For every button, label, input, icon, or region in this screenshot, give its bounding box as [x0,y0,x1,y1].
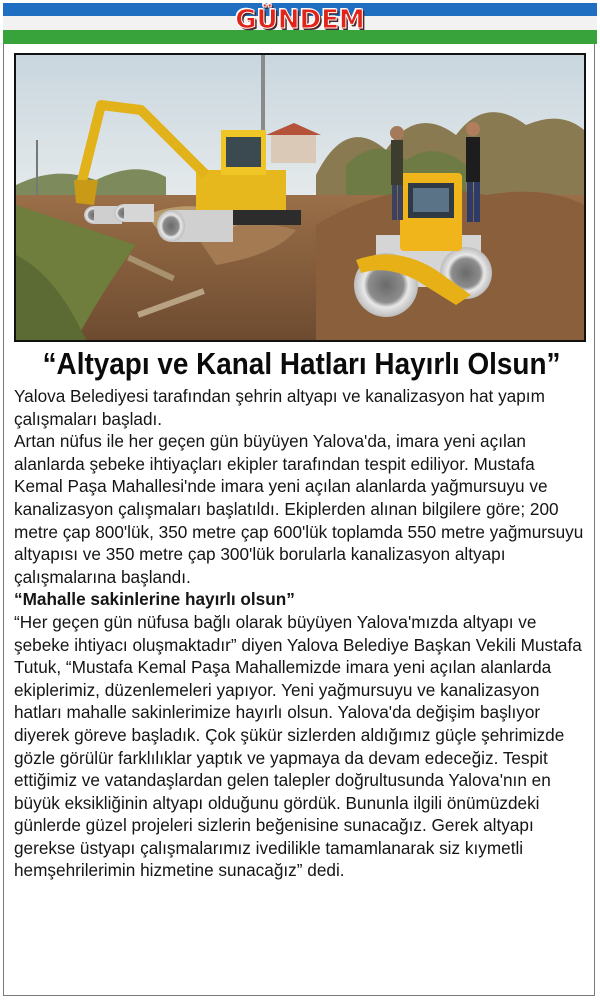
article-headline: “Altyapı ve Kanal Hatları Hayırlı Olsun” [42,346,561,381]
article-photo [14,53,586,342]
section-title: GÜNDEM [235,5,365,35]
paragraph: Artan nüfus ile her geçen gün büyüyen Yalova'da, imara yeni açılan alanlarda şebeke ihtiyaçları ekipler tarafından tespit ediliyor. Mustafa Kemal Paşa Mahallesi'nde imara yeni açılan alanlarda yağmursuyu ve kanalizasyon çalışmaları başlatıldı. Ekiplerden alınan bilgilere göre; 200 metre çap 800'lük, 350 metre çap 600'lük toplamda 550 metre yağmursuyu altyapısı ve 350 metre çap 300'lük borularla kanalizasyon altyapı çalışmalarına başlandı. [14,431,584,587]
photo-illustration [16,55,584,340]
article-body [14,385,588,882]
section-banner [0,0,600,46]
paragraph: Yalova Belediyesi tarafından şehrin altyapı ve kanalizasyon hat yapım çalışmaları başladı. [14,386,545,429]
article-subheading: “Mahalle sakinlerine hayırlı olsun” [14,589,295,610]
paragraph: “Her geçen gün nüfusa bağlı olarak büyüyen Yalova'mızda altyapı ve şebeke ihtiyacı oluşmaktadır” diyen Yalova Belediye Başkan Vekili Mustafa Tutuk, “Mustafa Kemal Paşa Mahallemizde imara yeni açılan alanlarda ekiplerimiz, düzenlemeleri yapıyor. Yeni yağmursuyu ve kanalizasyon hatları mahalle sakinlerimize hayırlı olsun. Yalova'da değişim başlıyor diyerek göreve başladık. Çok şükür sizlerden aldığımız güçle şehrimizde gözle görülür farklılıklar yaptık ve yapmaya da devam edeceğiz. Tespit ettiğimiz ve vatandaşlardan gelen talepler doğrultusunda Yalova'nın en büyük eksikliğinin altyapı olduğunu gördük. Bununla ilgili önümüzdeki günlerde güzel projeleri sizlerin beğenisine sunacağız. Gerek altyapı gerekse üstyapı çalışmalarımız ivedilikle tamamlanarak siz kıymetli hemşehrilerimin hizmetine sunacağız” dedi. [14,611,582,881]
